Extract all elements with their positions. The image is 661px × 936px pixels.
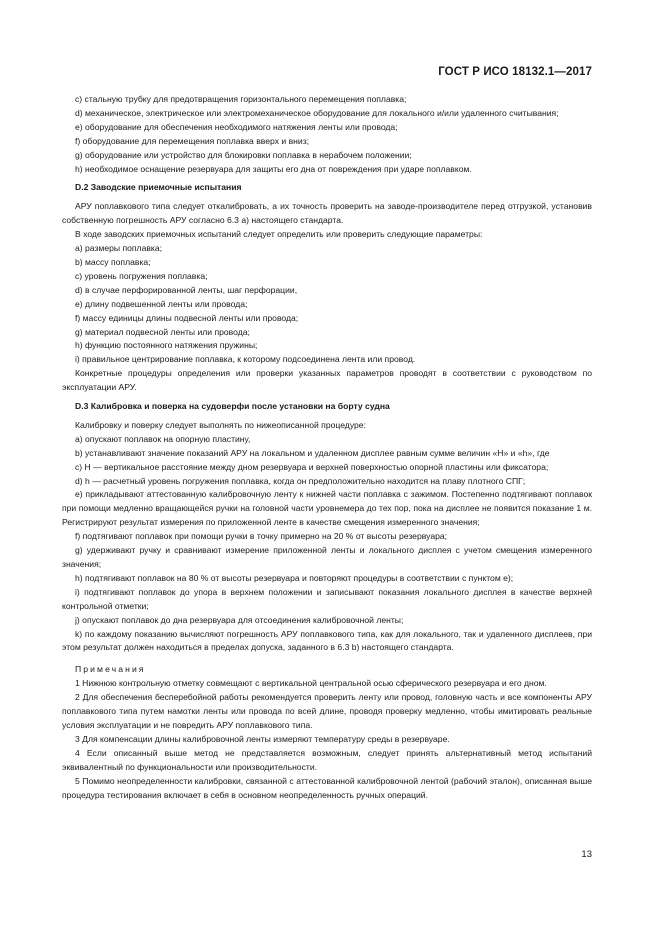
list-item: d) h — расчетный уровень погружения поплавка, когда он предположительно находится на плаву плотного СПГ; — [75, 475, 526, 486]
list-item: g) материал подвесной ленты или провода; — [75, 326, 250, 337]
list-item: g) удерживают ручку и сравнивают измерение приложенной ленты и локального дисплея с учетом смещения измеренного значения; — [62, 545, 592, 569]
list-item: а) опускают поплавок на опорную пластину, — [75, 433, 251, 444]
note-item: 5 Помимо неопределенности калибровки, связанной с аттестованной калибровочной лентой (рабочий эталон), описанная выше процедура тестирования включает в себя в основном неопределенность ручных операций. — [62, 775, 592, 800]
list-item: f) оборудование для перемещения поплавка вверх и вниз; — [75, 135, 310, 146]
list-item: h) подтягивают поплавок на 80 % от высоты резервуара и повторяют процедуры в соответствии с пунктом е); — [75, 572, 514, 583]
paragraph: АРУ поплавкового типа следует откалибровать, а их точность проверить на заводе-производителе перед отгрузкой, установив собственную погрешность АРУ согласно 6.3 а) настоящего стандарта. — [62, 201, 592, 226]
section-heading-d2: D.2 Заводские приемочные испытания — [75, 182, 242, 193]
page-body — [62, 93, 592, 802]
list-item: b) устанавливают значение показаний АРУ на локальном и удаленном дисплее равным сумме величин «H» и «h», где — [75, 447, 550, 458]
list-item: с) H — вертикальное расстояние между дном резервуара и верхней поверхностью опорной пластины или фиксатора; — [75, 461, 549, 472]
note-item: 1 Нижнюю контрольную отметку совмещают с вертикальной центральной осью сферического резервуара и его дном. — [75, 678, 547, 689]
list-item: i) подтягивают поплавок до упора в верхнем положении и записывают показания локального дисплея в качестве верхней контрольной отметки; — [62, 586, 592, 611]
list-item: f) массу единицы длины подвесной ленты или провода; — [75, 312, 299, 323]
section-heading-d3: D.3 Калибровка и поверка на судоверфи после установки на борту судна — [75, 401, 390, 412]
list-item: k) по каждому показанию вычисляют погрешность АРУ поплавкового типа, как для локального, так и удаленного дисплеев, при этом результат должен находиться в пределах допуска, заданного в 6.3 b) настоящего стандарта. — [62, 628, 592, 653]
note-item: 4 Если описанный выше метод не представляется возможным, следует принять альтернативный метод испытаний эквивалентный по функциональности или производительности. — [62, 747, 592, 772]
list-item: i) правильное центрирование поплавка, к которому подсоединена лента или провод. — [75, 354, 416, 365]
list-item: g) оборудование или устройство для блокировки поплавка в нерабочем положении; — [75, 149, 412, 160]
list-item: d) механическое, электрическое или электромеханическое оборудование для локального и/или удаленного считывания; — [75, 107, 559, 118]
list-item: j) опускают поплавок до дна резервуара для отсоединения калибровочной ленты; — [75, 614, 404, 625]
paragraph: В ходе заводских приемочных испытаний следует определить или проверить следующие параметры: — [75, 229, 483, 240]
list-item: с) уровень погружения поплавка; — [75, 270, 208, 281]
list-item: h) функцию постоянного натяжения пружины; — [75, 340, 258, 351]
note-item: 3 Для компенсации длины калибровочной ленты измеряют температуру среды в резервуаре. — [75, 733, 450, 744]
standard-header: ГОСТ Р ИСО 18132.1—2017 — [438, 66, 592, 78]
list-item: а) размеры поплавка; — [75, 243, 163, 254]
list-item: с) стальную трубку для предотвращения горизонтального перемещения поплавка; — [75, 94, 407, 104]
notes-title: Примечания — [75, 664, 146, 675]
note-item: 2 Для обеспечения бесперебойной работы рекомендуется проверить ленту или провод, головную часть и все компоненты АРУ поплавкового типа путем намотки ленты или провода по всей длине, проводя проверку медленно, чтобы имитировать реальные условия эксплуатации и не повредить АРУ поплавкового типа. — [62, 692, 592, 730]
list-item: е) длину подвешенной ленты или провода; — [75, 298, 248, 309]
list-item: d) в случае перфорированной ленты, шаг перфорации, — [75, 284, 298, 295]
list-item: е) прикладывают аттестованную калибровочную ленту к нижней части поплавка с зажимом. Постепенно подтягивают поплавок при помощи медленно вращающейся ручки на головной части уровнемера до тех пор, пока на дисплее не появится показание 1 м. Регистрируют результат измерения по приложенной ленте в качестве смещения измеренного значения; — [62, 489, 592, 528]
paragraph: Калибровку и поверку следует выполнять по нижеописанной процедуре: — [75, 419, 366, 430]
page-number: 13 — [581, 849, 592, 860]
list-item: е) оборудование для обеспечения необходимого натяжения ленты или провода; — [75, 121, 398, 132]
list-item: f) подтягивают поплавок при помощи ручки в точку примерно на 20 % от высоты резервуара; — [75, 531, 448, 542]
list-item: h) необходимое оснащение резервуара для защиты его дна от повреждения при ударе поплавком. — [75, 163, 472, 174]
list-item: b) массу поплавка; — [75, 256, 151, 267]
paragraph: Конкретные процедуры определения или проверки указанных параметров проводят в соответствии с руководством по эксплуатации АРУ. — [62, 368, 592, 393]
